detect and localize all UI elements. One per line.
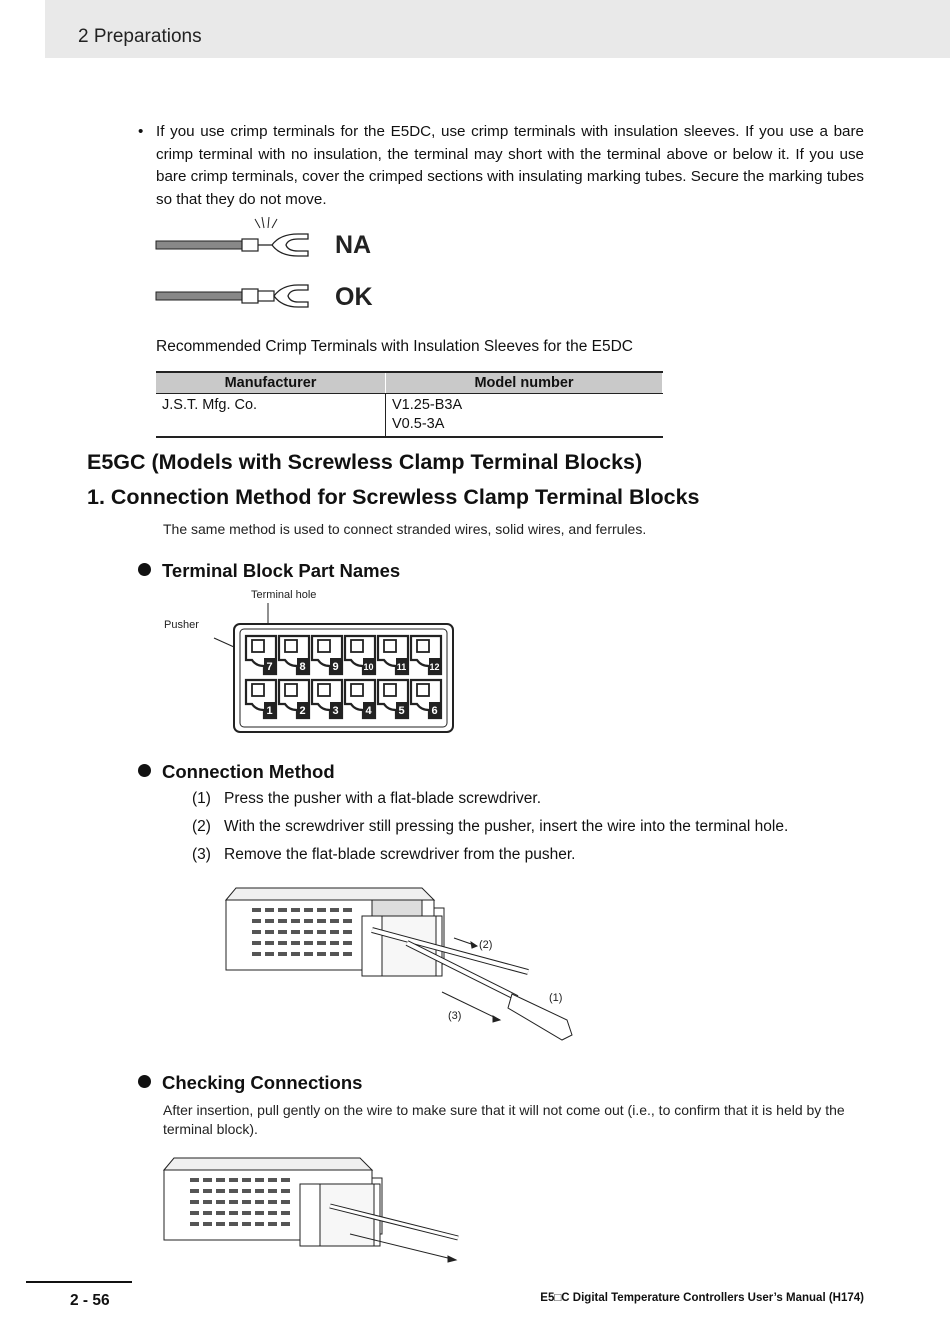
vent-slot: [268, 1189, 277, 1193]
terminal-hole: [384, 640, 396, 652]
vent-slot: [190, 1178, 199, 1182]
terminal-hole: [417, 684, 429, 696]
footer-rule: [26, 1281, 132, 1283]
bullet-circle-icon: [138, 563, 151, 576]
vent-slot: [252, 941, 261, 945]
figure-label-1: (1): [549, 992, 563, 1004]
section-intro: The same method is used to connect stranded wires, solid wires, and ferrules.: [163, 521, 647, 537]
terminal-number: 9: [332, 661, 339, 673]
step-text: With the screwdriver still pressing the pusher, insert the wire into the terminal hole.: [224, 818, 789, 835]
vent-slot: [343, 952, 352, 956]
vent-slot: [304, 930, 313, 934]
header-model-number: Model number: [386, 372, 663, 394]
vent-slot: [255, 1222, 264, 1226]
vent-slot: [203, 1200, 212, 1204]
bullet-circle-icon: [138, 764, 151, 777]
vent-slot: [216, 1200, 225, 1204]
terminal-number: 11: [396, 662, 407, 672]
vent-slot: [252, 952, 261, 956]
figure-label-3: (3): [448, 1010, 462, 1022]
vent-slot: [317, 952, 326, 956]
bullet-circle-icon: [138, 1075, 151, 1088]
vent-slot: [330, 930, 339, 934]
vent-slot: [330, 941, 339, 945]
vent-slot: [190, 1189, 199, 1193]
model-value: V0.5-3A: [392, 416, 445, 432]
vent-slot: [242, 1222, 251, 1226]
vent-slot: [278, 919, 287, 923]
step-3: [192, 846, 576, 864]
connection-method-heading-text: Connection Method: [162, 761, 335, 782]
vent-slot: [265, 919, 274, 923]
checking-text: After insertion, pull gently on the wire to make sure that it will not come out (i.e., to confirm that it is held by the terminal block).: [163, 1102, 845, 1137]
figure-label-2: (2): [479, 939, 493, 951]
model-value: V1.25-B3A: [392, 397, 463, 413]
vent-slot: [317, 919, 326, 923]
terminal-hole-label: Terminal hole: [251, 589, 317, 601]
vent-slot: [281, 1200, 290, 1204]
vent-slot: [268, 1211, 277, 1215]
terminal-number: 10: [363, 662, 374, 672]
crimp-terminal-table: [156, 371, 663, 438]
terminal-number: 3: [332, 705, 339, 717]
vent-slot: [229, 1189, 238, 1193]
cell-manufacturer: J.S.T. Mfg. Co.: [156, 394, 386, 438]
connection-method-heading: [138, 761, 335, 783]
vent-slot: [252, 919, 261, 923]
part-names-heading-text: Terminal Block Part Names: [162, 560, 401, 581]
vent-slot: [252, 930, 261, 934]
pusher-label: Pusher: [164, 619, 199, 631]
part-names-heading: [138, 560, 400, 582]
vent-slot: [229, 1200, 238, 1204]
terminal-hole: [318, 684, 330, 696]
insulated-crimp-terminal-icon: [156, 285, 308, 307]
vent-slot: [255, 1200, 264, 1204]
vent-slot: [242, 1178, 251, 1182]
terminal-hole: [285, 640, 297, 652]
vent-slot: [291, 919, 300, 923]
vent-slot: [190, 1200, 199, 1204]
vent-slot: [304, 952, 313, 956]
vent-slot: [278, 952, 287, 956]
vent-slot: [317, 930, 326, 934]
terminal-number: 4: [365, 705, 372, 717]
vent-slot: [281, 1189, 290, 1193]
pull-check-figure: [160, 1150, 470, 1270]
vent-slot: [317, 941, 326, 945]
step-number: (1): [192, 790, 211, 807]
vent-slot: [255, 1211, 264, 1215]
vent-slot: [268, 1200, 277, 1204]
vent-slot: [330, 919, 339, 923]
spark-icon: [255, 217, 277, 228]
step-text: Press the pusher with a flat-blade screwdriver.: [224, 790, 542, 807]
vent-slot: [229, 1211, 238, 1215]
vent-slot: [255, 1178, 264, 1182]
vent-slot: [291, 941, 300, 945]
cell-models: [386, 394, 663, 438]
vent-slot: [242, 1189, 251, 1193]
vent-slot: [330, 952, 339, 956]
vent-slot: [330, 908, 339, 912]
terminal-hole: [252, 640, 264, 652]
vent-slot: [291, 952, 300, 956]
step-text: Remove the flat-blade screwdriver from the pusher.: [224, 846, 576, 863]
bare-crimp-terminal-icon: [156, 234, 308, 256]
vent-slot: [265, 908, 274, 912]
na-label: NA: [335, 231, 372, 259]
vent-slot: [281, 1211, 290, 1215]
vent-slot: [343, 930, 352, 934]
vent-slot: [343, 919, 352, 923]
ok-label: OK: [335, 283, 373, 311]
terminal-hole: [252, 684, 264, 696]
vent-slot: [281, 1178, 290, 1182]
vent-slot: [242, 1211, 251, 1215]
page-number: 2 - 56: [70, 1292, 110, 1309]
terminal-hole: [417, 640, 429, 652]
vent-slot: [304, 941, 313, 945]
step-number: (3): [192, 846, 211, 863]
vent-slot: [265, 930, 274, 934]
vent-slot: [229, 1222, 238, 1226]
step-2: [192, 818, 788, 836]
vent-slot: [343, 908, 352, 912]
vent-slot: [343, 941, 352, 945]
vent-slot: [281, 1222, 290, 1226]
terminal-hole: [351, 640, 363, 652]
terminal-number: 1: [266, 705, 273, 717]
vent-slot: [203, 1178, 212, 1182]
vent-slot: [278, 930, 287, 934]
screwdriver-insertion-figure: [222, 880, 582, 1050]
bullet-text: If you use crimp terminals for the E5DC, use crimp terminals with insulation sleeves. If you use a bare crimp terminal with no insulation, the terminal may short with the terminal above or below it. If you use bare crimp terminals, cover the crimped sections with insulating marking tubes. Secure the marking tubes so that they do not move.: [156, 123, 864, 208]
manual-title: E5□C Digital Temperature Controllers User’s Manual (H174): [540, 1292, 864, 1304]
terminal-hole: [285, 684, 297, 696]
vent-slot: [265, 952, 274, 956]
vent-slot: [190, 1211, 199, 1215]
terminal-number: 12: [429, 662, 440, 672]
table-row: [156, 394, 663, 438]
terminal-block-diagram: [200, 598, 460, 738]
vent-slot: [216, 1178, 225, 1182]
vent-slot: [291, 930, 300, 934]
terminal-number: 5: [398, 705, 405, 717]
vent-slot: [242, 1200, 251, 1204]
vent-slot: [278, 908, 287, 912]
vent-slot: [216, 1211, 225, 1215]
chapter-title: 2 Preparations: [78, 26, 202, 47]
terminal-hole: [318, 640, 330, 652]
terminal-hole: [351, 684, 363, 696]
vent-slot: [203, 1189, 212, 1193]
table-caption: Recommended Crimp Terminals with Insulation Sleeves for the E5DC: [156, 338, 633, 355]
vent-slot: [203, 1222, 212, 1226]
checking-heading-text: Checking Connections: [162, 1072, 363, 1093]
bullet-paragraph: [138, 121, 864, 211]
terminal-hole: [384, 684, 396, 696]
vent-slot: [255, 1189, 264, 1193]
vent-slot: [291, 908, 300, 912]
vent-slot: [304, 908, 313, 912]
section-title: E5GC (Models with Screwless Clamp Terminal Blocks): [87, 450, 643, 474]
crimp-terminal-figure: [150, 214, 320, 314]
section-subtitle: 1. Connection Method for Screwless Clamp Terminal Blocks: [87, 485, 700, 509]
vent-slot: [317, 908, 326, 912]
terminal-number: 2: [299, 705, 306, 717]
terminal-number: 8: [299, 661, 306, 673]
header-manufacturer: Manufacturer: [156, 372, 386, 394]
vent-slot: [268, 1222, 277, 1226]
bullet-icon: •: [138, 123, 144, 140]
vent-slot: [252, 908, 261, 912]
vent-slot: [190, 1222, 199, 1226]
step-1: [192, 790, 541, 808]
vent-slot: [216, 1222, 225, 1226]
step-number: (2): [192, 818, 211, 835]
vent-slot: [229, 1178, 238, 1182]
vent-slot: [216, 1189, 225, 1193]
vent-slot: [304, 919, 313, 923]
vent-slot: [278, 941, 287, 945]
checking-heading: [138, 1072, 362, 1094]
vent-slot: [265, 941, 274, 945]
terminal-number: 6: [431, 705, 438, 717]
vent-slot: [268, 1178, 277, 1182]
vent-slot: [203, 1211, 212, 1215]
terminal-number: 7: [266, 661, 273, 673]
